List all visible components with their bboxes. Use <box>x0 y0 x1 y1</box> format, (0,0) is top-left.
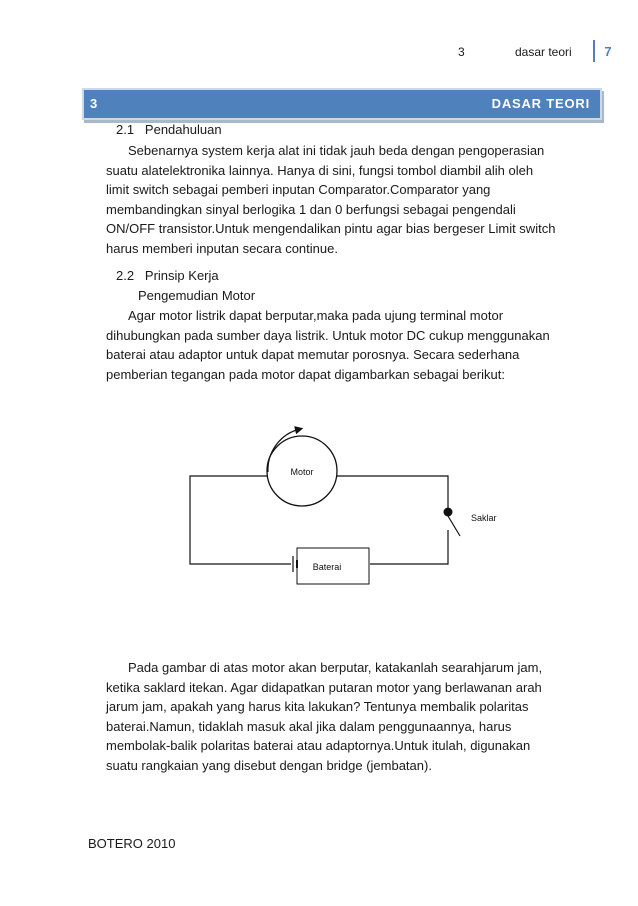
subheading: Pengemudian Motor <box>138 288 256 303</box>
page-number: 7 <box>593 40 623 62</box>
text-line: Pada gambar di atas motor akan berputar, katakanlah searahjarum jam, <box>128 660 543 675</box>
text-line: Agar motor listrik dapat berputar,maka pada ujung terminal motor <box>128 308 504 323</box>
switch-label: Saklar <box>471 513 497 523</box>
running-header <box>0 40 638 62</box>
chapter-title-bar <box>82 88 602 120</box>
section-heading-2-2 <box>116 268 219 283</box>
text-line: ketika saklard itekan. Agar didapatkan putaran motor yang berlawanan arah <box>106 679 542 695</box>
section-title: Pendahuluan <box>144 122 222 137</box>
motor-circuit-diagram <box>180 420 500 600</box>
text-line: suatu alatelektronika lainnya. Hanya di sini, fungsi tombol diambil alih oleh <box>106 162 534 178</box>
text-line: membandingkan sinyal berlogika 1 dan 0 berfungsi sebagai pengendali <box>106 201 516 217</box>
text-line: baterai atau adaptor untuk dapat memutar porosnya. Secara sederhana <box>106 347 520 363</box>
header-chapter-number: 3 <box>458 45 465 59</box>
motor-label: Motor <box>290 467 314 477</box>
page-footer: BOTERO 2010 <box>88 836 176 851</box>
text-line: membolak-balik polaritas baterai atau adaptornya.Untuk itulah, digunakan <box>106 738 531 754</box>
text-line: suatu rangkaian yang disebut dengan bridge (jembatan). <box>106 757 432 773</box>
text-line: Sebenarnya system kerja alat ini tidak jauh beda dengan pengoperasian <box>128 143 545 158</box>
wire-top-right <box>337 476 448 508</box>
text-line: pemberian tegangan pada motor dapat digambarkan sebagai berikut: <box>106 366 505 382</box>
section-heading-2-1 <box>116 122 222 137</box>
section-number: 2.2 <box>116 268 135 283</box>
section-2-1-body <box>106 141 596 259</box>
section-2-2-body <box>106 306 596 384</box>
text-line: limit switch sebagai pemberi inputan Comparator.Comparator yang <box>106 182 491 198</box>
chapter-bar-number: 3 <box>90 96 99 111</box>
wire-bottom-right <box>370 530 448 564</box>
battery-label: Baterai <box>312 562 342 572</box>
header-chapter-title: dasar teori <box>515 45 572 59</box>
explanation-paragraph <box>106 658 596 776</box>
section-number: 2.1 <box>116 122 135 137</box>
switch-lever-icon <box>448 516 460 536</box>
text-line: harus memberi inputan secara continue. <box>106 240 338 256</box>
chapter-bar-title: DASAR TEORI <box>491 96 590 111</box>
text-line: ON/OFF transistor.Untuk mengendalikan pintu agar bias bergeser Limit switch <box>106 221 556 237</box>
text-line: dihubungkan pada sumber daya listrik. Untuk motor DC cukup menggunakan <box>106 327 550 343</box>
section-title: Prinsip Kerja <box>144 268 219 283</box>
switch-contact-icon <box>444 508 453 517</box>
text-line: jarum jam, apakah yang harus kita lakukan? Tentunya membalik polaritas <box>106 699 529 715</box>
text-line: baterai.Namun, tidaklah masuk akal jika dalam penggunaannya, harus <box>106 718 512 734</box>
